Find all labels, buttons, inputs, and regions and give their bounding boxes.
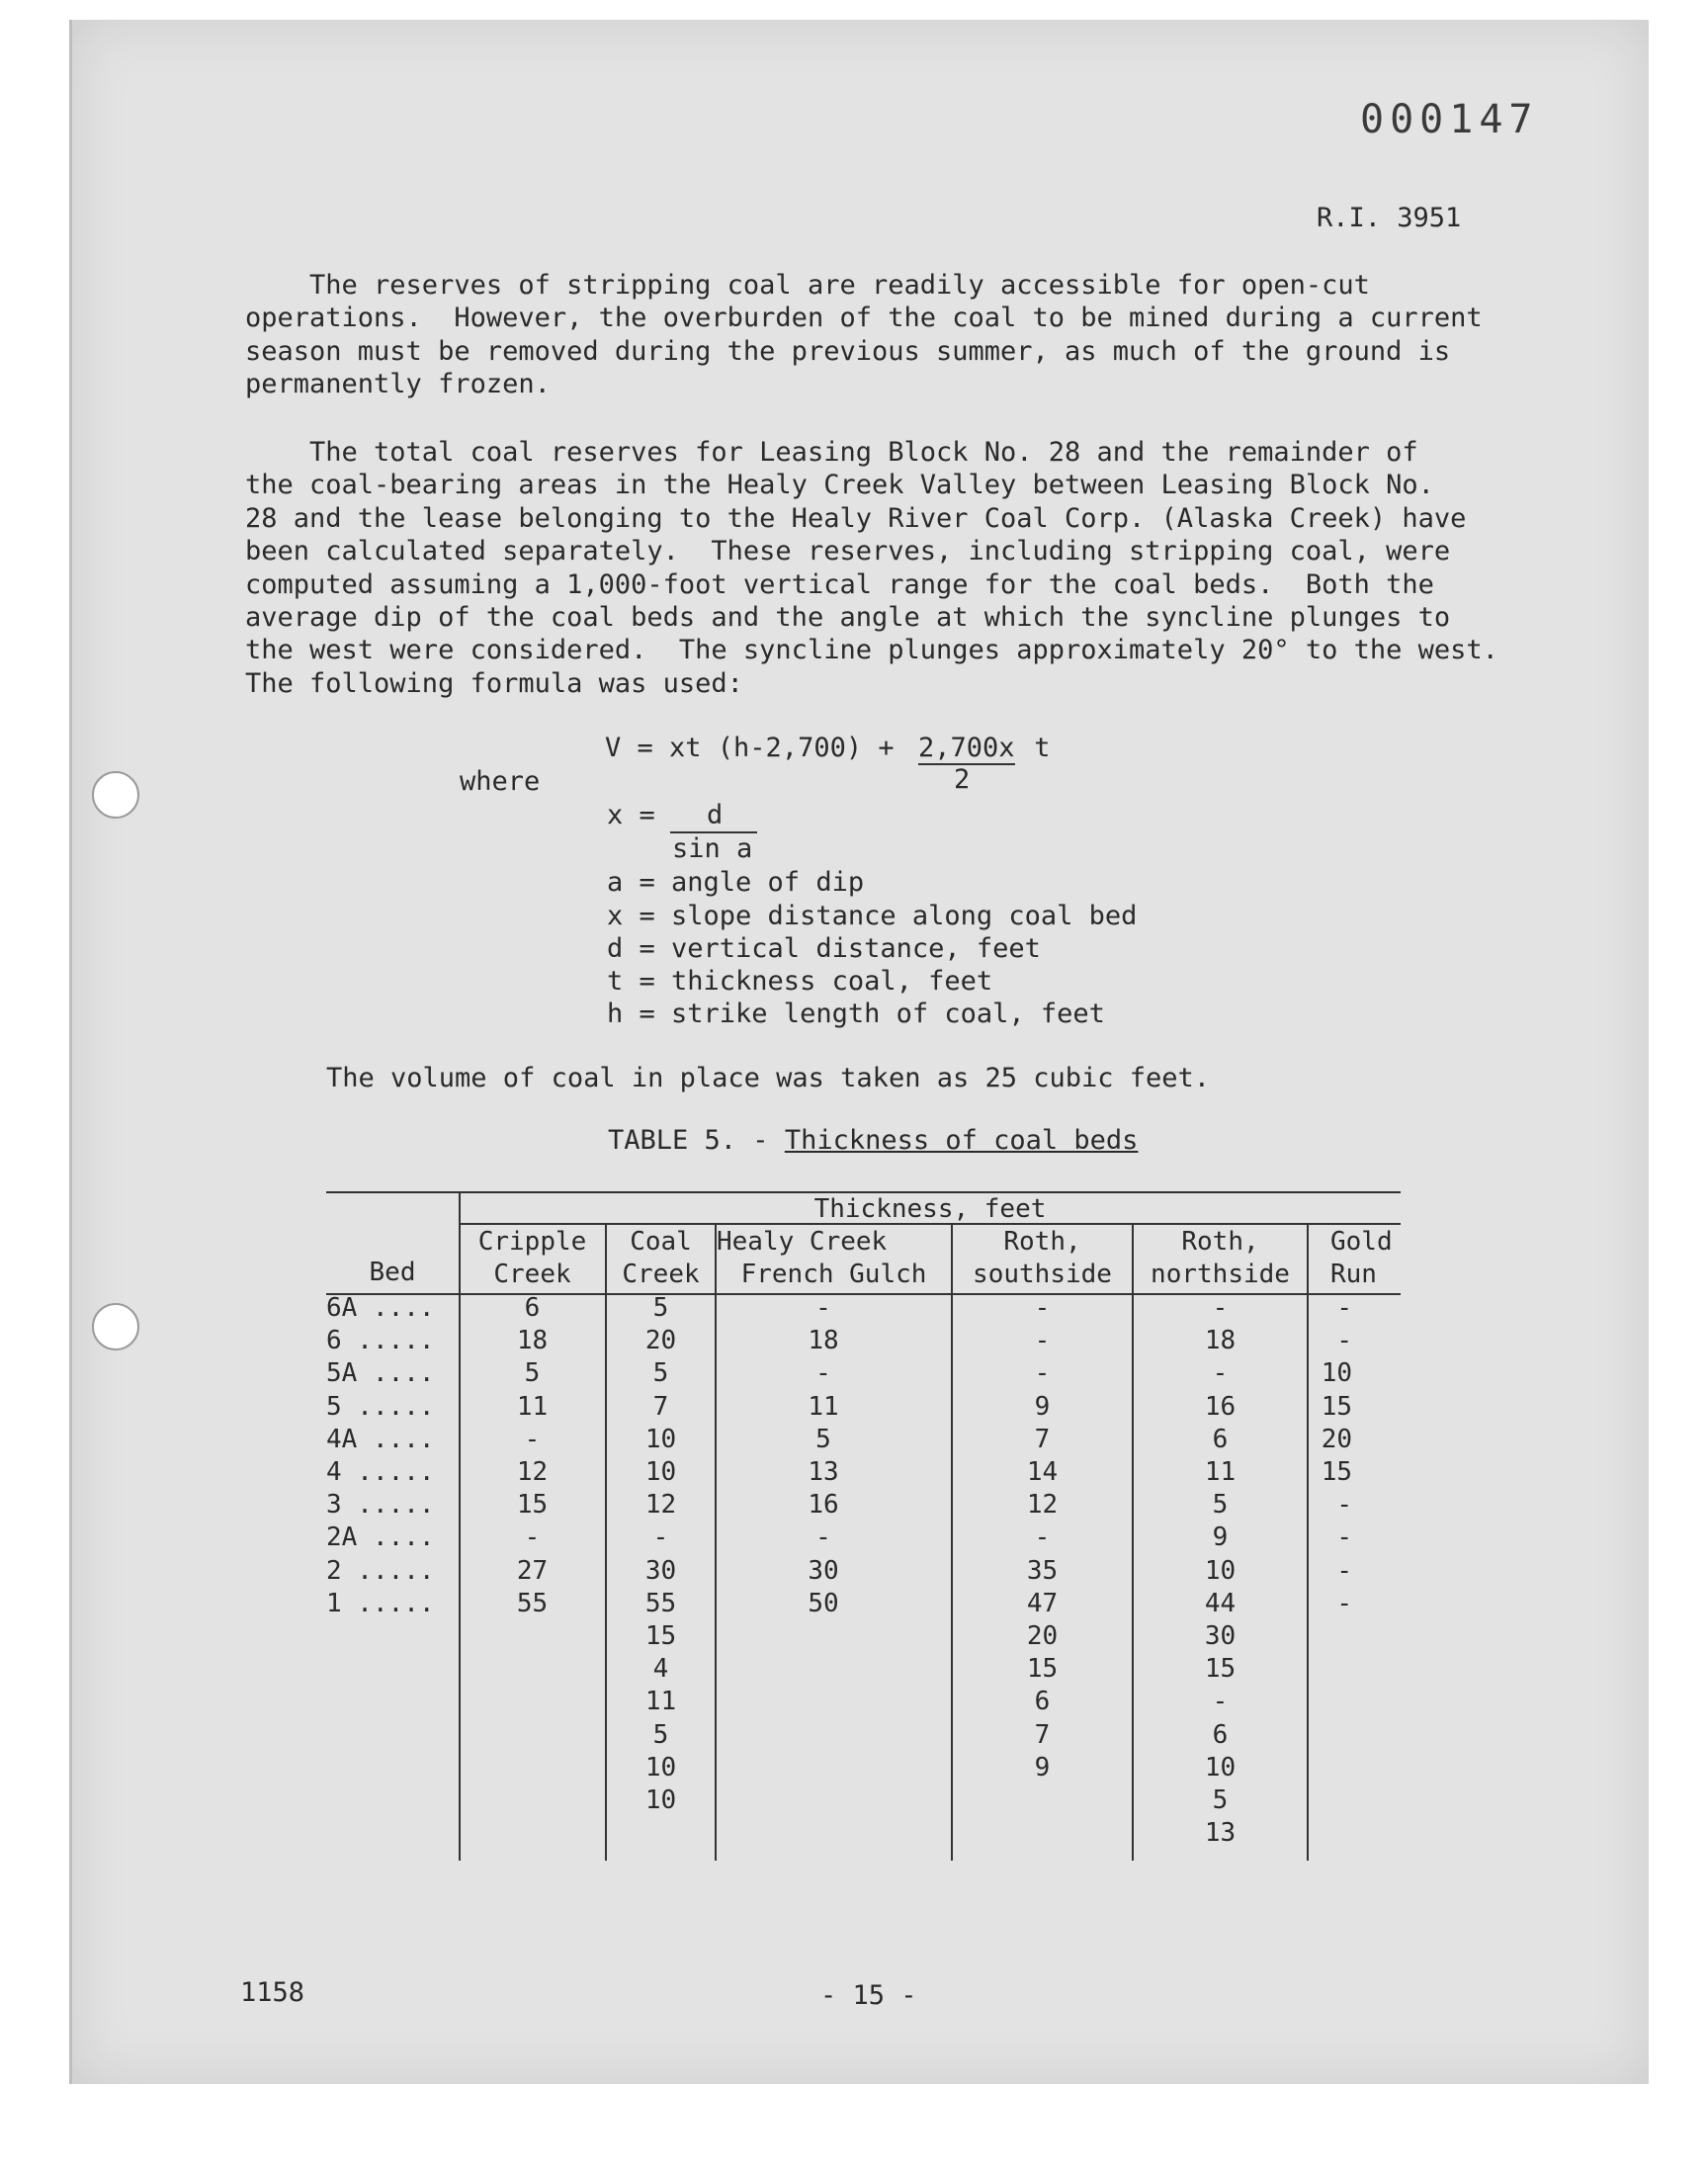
formula-x-numerator: d [707, 800, 724, 830]
table-caption-prefix: TABLE 5. - [608, 1125, 785, 1156]
footer-page-number: - 15 - [820, 1980, 917, 2011]
table-header-gold-line1: Gold [1330, 1227, 1393, 1257]
punch-hole-bottom [92, 1303, 139, 1350]
table-column-healy-french-gulch: - 18 - 11 5 13 16 - 30 50 [808, 1293, 839, 1618]
formula-definition: d = vertical distance, feet [607, 933, 1041, 964]
formula-main-fraction-numerator: 2,700x [918, 733, 1015, 763]
table-header-gold-line2: Run [1330, 1260, 1377, 1289]
table-header-healy-line2: French Gulch [740, 1260, 927, 1289]
punch-hole-top [92, 771, 139, 819]
table-bed-column: 6A .... 6 ..... 5A .... 5 ..... 4A .... 4 ..... 3 ..... 2A .... 2 ..... 1 ..... [326, 1293, 435, 1618]
table-group-header: Thickness, feet [813, 1194, 1047, 1224]
formula-definition: h = strike length of coal, feet [607, 999, 1105, 1029]
table-header-cripple-line2: Creek [493, 1260, 571, 1289]
table-column-roth-southside: - - - 9 7 14 12 - 35 47 20 15 6 7 9 [1026, 1293, 1059, 1783]
paragraph-stripping-coal: The reserves of stripping coal are readily accessible for open-cut operations. However, the overburden of the coal to be mined during a current season must be removed during the previous summer, as much of the ground is permanently frozen. [245, 270, 1483, 400]
document-stamp-number: 000147 [1360, 97, 1539, 142]
table-header-roth-north-line2: northside [1151, 1260, 1290, 1289]
paragraph-total-reserves: The total coal reserves for Leasing Block No. 28 and the remainder of the coal-bearing areas in the Healy Creek Valley between Leasing Block No. 28 and the lease belonging to the Healy River Coal Corp. (Alaska Creek) have been calculated separately. These reserves, including stripping coal, were computed assuming a 1,000-foot vertical range for the coal beds. Both the average dip of the coal beds and the angle at which the syncline plunges to the west were considered. The syncline plunges approximately 20° to the west. The following formula was used: [245, 437, 1498, 699]
table-header-roth-north-line1: Roth, [1181, 1227, 1259, 1257]
table-header-cripple-line1: Cripple [477, 1227, 587, 1257]
table-column-gold-run: - - 10 15 20 15 - - - - [1321, 1293, 1352, 1618]
footer-document-number: 1158 [240, 1977, 305, 2008]
formula-main-fraction-denominator: 2 [954, 764, 971, 795]
formula-definition: a = angle of dip [607, 867, 865, 898]
formula-definition: x = slope distance along coal bed [607, 901, 1138, 931]
table-caption-title: Thickness of coal beds [784, 1125, 1139, 1156]
table-header-coal-line1: Coal [630, 1227, 692, 1257]
table-header-roth-south-line2: southside [973, 1260, 1112, 1289]
volume-note: The volume of coal in place was taken as 25 cubic feet. [326, 1063, 1211, 1093]
formula-definition: t = thickness coal, feet [607, 966, 993, 997]
table-header-bed: Bed [369, 1258, 416, 1287]
table-caption [608, 1125, 1138, 1156]
table-column-cripple-creek: 6 18 5 11 - 12 15 - 27 55 [516, 1293, 549, 1618]
table-header-healy-line1: Healy Creek [717, 1227, 888, 1257]
report-id: R.I. 3951 [1317, 203, 1462, 233]
table-header-roth-south-line1: Roth, [1003, 1227, 1081, 1257]
table-column-roth-northside: - 18 - 16 6 11 5 9 10 44 30 15 - 6 10 5 13 [1204, 1293, 1237, 1849]
formula-where: where [460, 766, 541, 797]
table-column-coal-creek: 5 20 5 7 10 10 12 - 30 55 15 4 11 5 10 10 [644, 1293, 677, 1816]
formula-main-right: t [1018, 733, 1051, 763]
formula-x-left: x = [607, 800, 672, 830]
formula-x-denominator: sin a [672, 833, 753, 864]
table-header-coal-line2: Creek [622, 1260, 700, 1289]
formula-main-left: V = xt (h-2,700) + [605, 733, 910, 763]
